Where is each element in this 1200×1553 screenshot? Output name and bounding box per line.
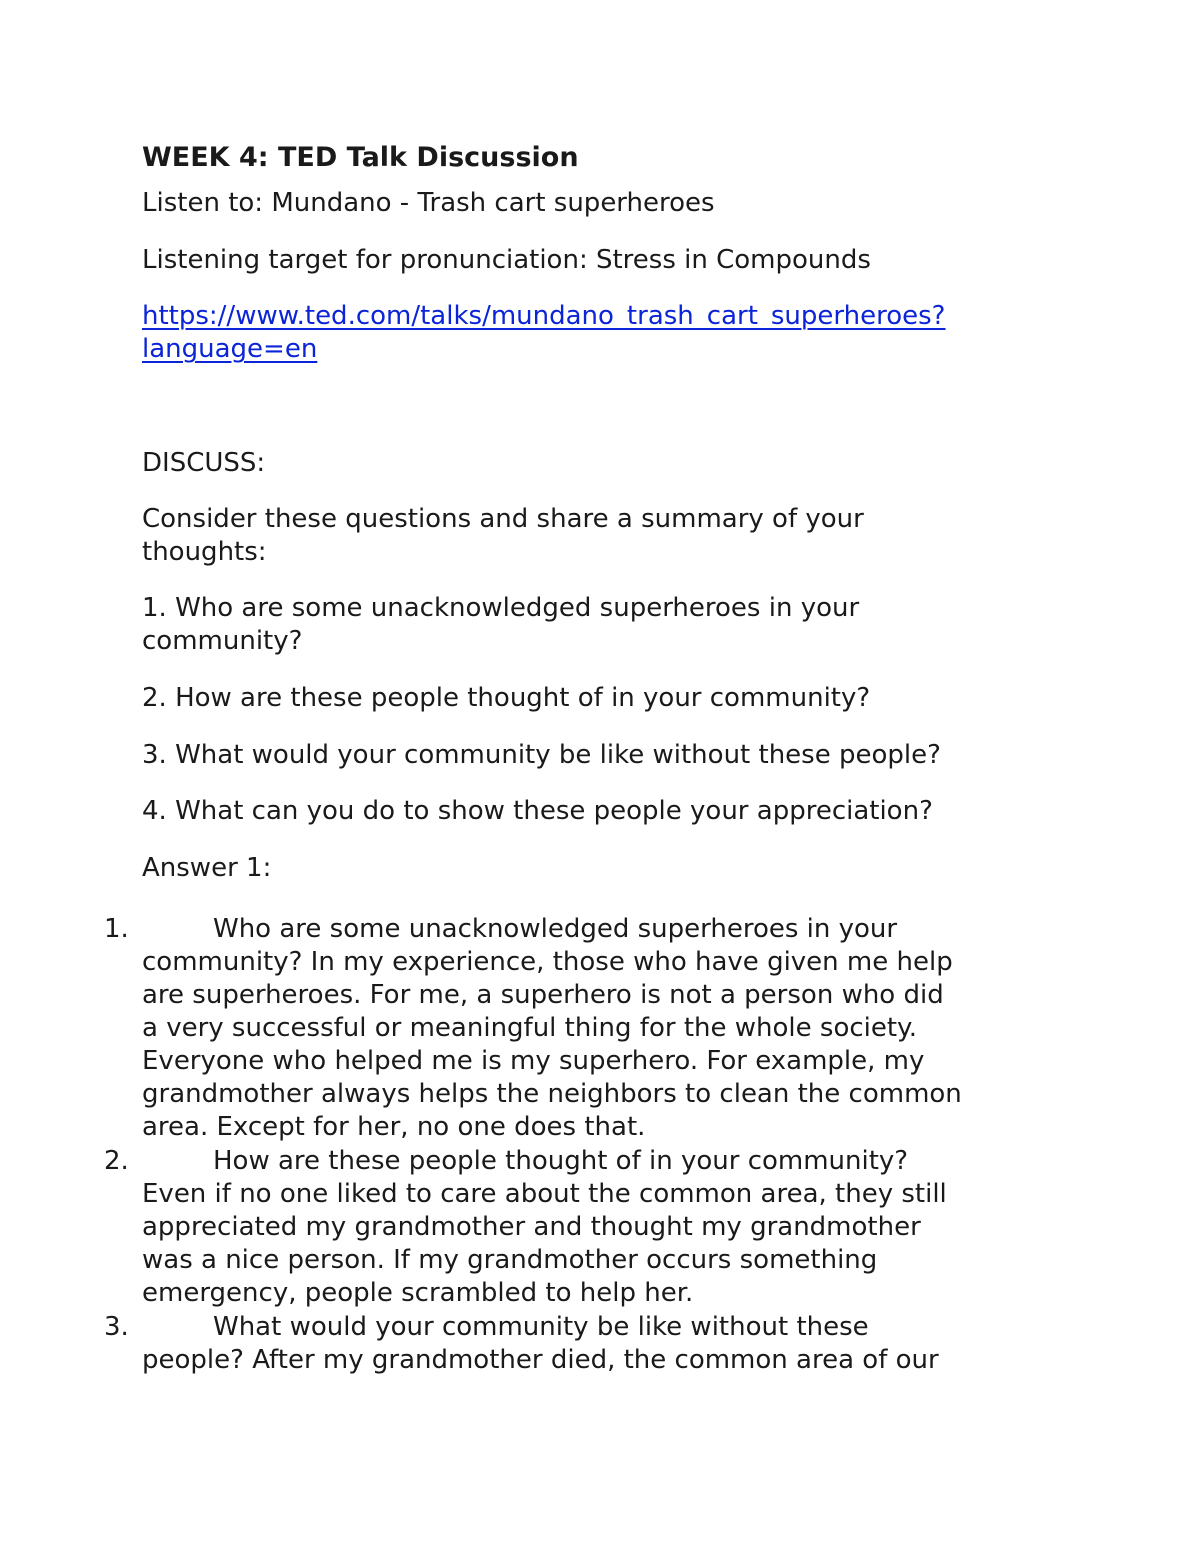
answer-2-line: emergency, people scrambled to help her.: [142, 1278, 694, 1308]
listen-to-text: Listen to: Mundano - Trash cart superheroes: [142, 188, 715, 218]
question-2: 2. How are these people thought of in your community?: [142, 683, 871, 713]
answer-1-line: a very successful or meaningful thing for the whole society.: [142, 1013, 917, 1043]
answer-1-line: Everyone who helped me is my superhero. For example, my: [142, 1046, 925, 1076]
question-3: 3. What would your community be like without these people?: [142, 740, 941, 770]
answer-2-line: was a nice person. If my grandmother occurs something: [142, 1245, 878, 1275]
answer-2-line: appreciated my grandmother and thought my grandmother: [142, 1212, 921, 1242]
question-4: 4. What can you do to show these people your appreciation?: [142, 796, 933, 826]
answer-3-line: people? After my grandmother died, the common area of our: [142, 1345, 939, 1375]
question-1-line-1: 1. Who are some unacknowledged superheroes in your: [142, 593, 860, 623]
consider-text-line-1: Consider these questions and share a summary of your: [142, 504, 864, 534]
answer-2-line: Even if no one liked to care about the common area, they still: [142, 1179, 947, 1209]
answer-2-first-line: How are these people thought of in your community?: [213, 1146, 909, 1176]
discuss-heading: DISCUSS:: [142, 448, 266, 478]
answer-1-line: community? In my experience, those who have given me help: [142, 947, 953, 977]
answer-1-number: 1.: [104, 914, 129, 944]
answer-heading: Answer 1:: [142, 853, 272, 883]
answer-1-line: area. Except for her, no one does that.: [142, 1112, 646, 1142]
listening-target-text: Listening target for pronunciation: Stress in Compounds: [142, 245, 871, 275]
answer-2-number: 2.: [104, 1146, 129, 1176]
consider-text-line-2: thoughts:: [142, 537, 267, 567]
ted-link-line-1[interactable]: https://www.ted.com/talks/mundano_trash_cart_superheroes?: [142, 301, 946, 331]
page-title: WEEK 4: TED Talk Discussion: [142, 142, 579, 173]
answer-3-number: 3.: [104, 1312, 129, 1342]
answer-1-line: are superheroes. For me, a superhero is not a person who did: [142, 980, 944, 1010]
answer-3-first-line: What would your community be like without these: [213, 1312, 869, 1342]
ted-link-line-2[interactable]: language=en: [142, 334, 318, 364]
question-1-line-2: community?: [142, 626, 303, 656]
answer-1-first-line: Who are some unacknowledged superheroes in your: [213, 914, 898, 944]
answer-1-line: grandmother always helps the neighbors to clean the common: [142, 1079, 962, 1109]
